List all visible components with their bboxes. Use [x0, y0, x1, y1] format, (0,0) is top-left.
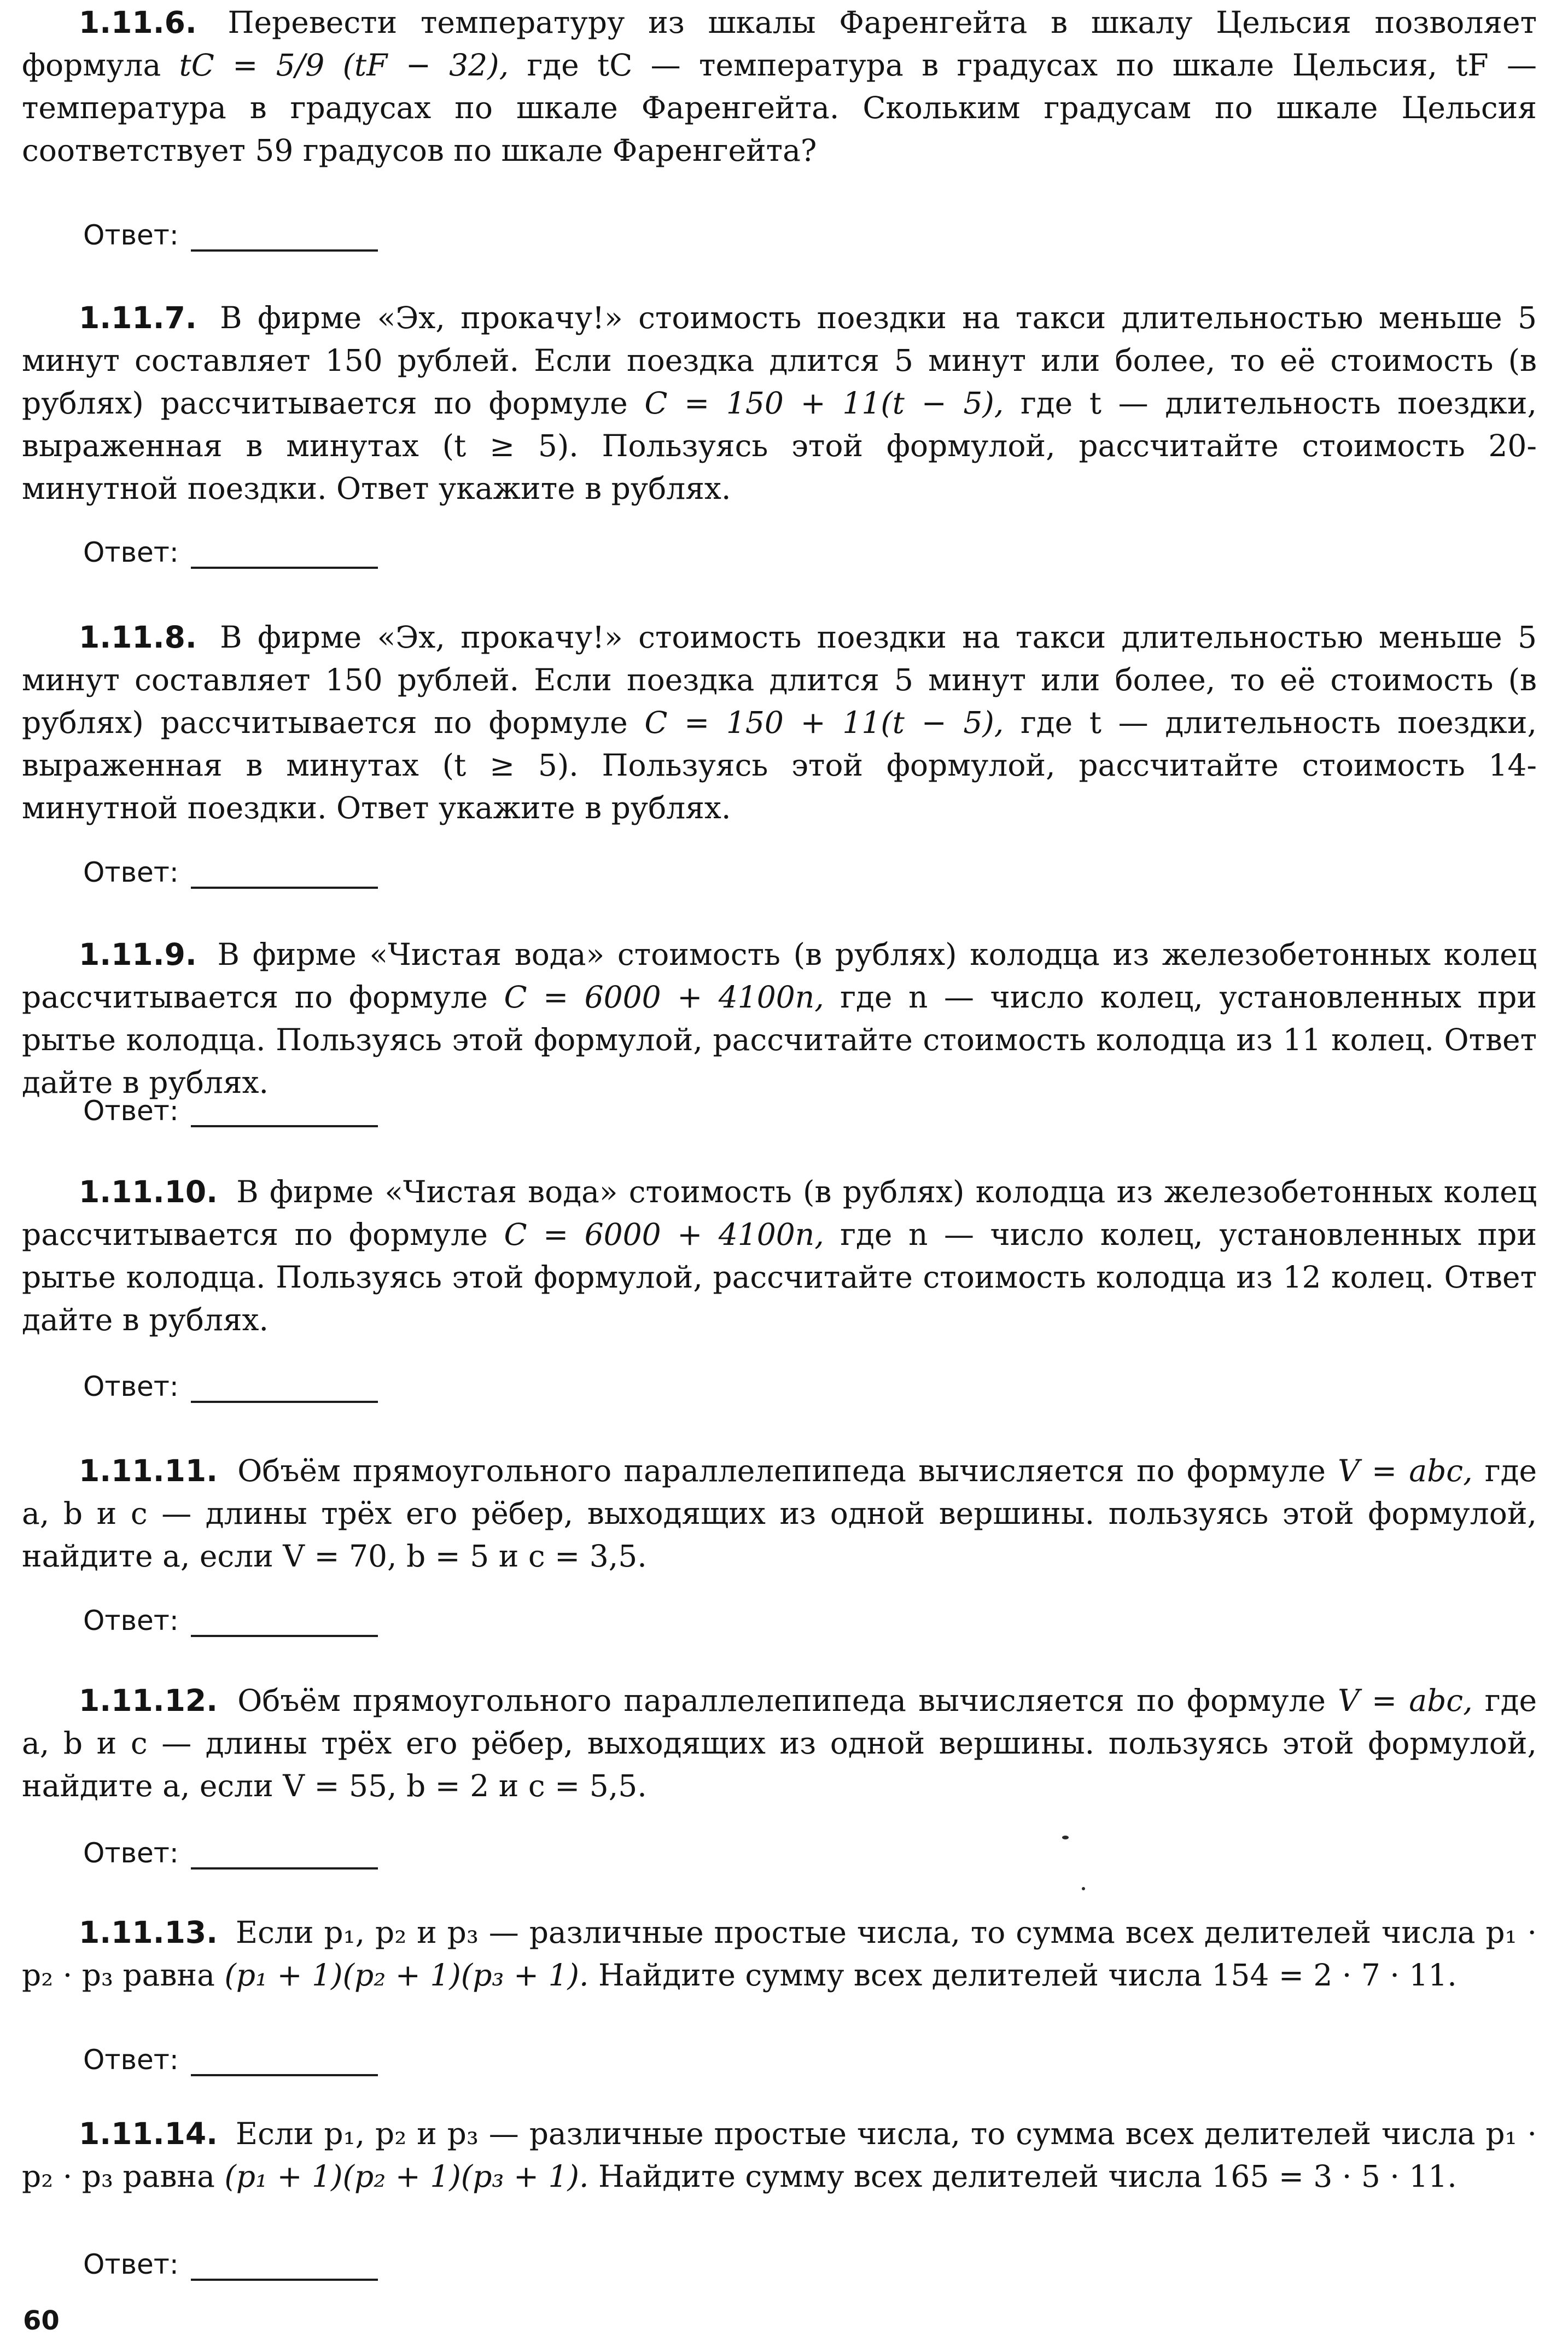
answer-label: Ответ: — [83, 2249, 179, 2280]
problem-formula: (p₁ + 1)(p₂ + 1)(p₃ + 1). — [224, 1958, 589, 1993]
problem-number: 1.11.9. — [79, 937, 197, 972]
answer-line[interactable] — [191, 225, 378, 252]
problem-text: В фирме «Чистая вода» стоимость (в рублях) колодца из железобетонных колец рассчитывается по формуле — [22, 1174, 1537, 1252]
answer-line[interactable] — [191, 1377, 378, 1403]
problem-formula: C = 6000 + 4100n, — [504, 1217, 824, 1252]
problem-text: В фирме «Эх, прокачу!» стоимость поездки на такси длительностью меньше 5 минут составляет 150 рублей. Если поездка длится 5 минут или более, то её стоимость (в рублях) рассчитывается по формуле — [22, 300, 1537, 421]
answer-label: Ответ: — [83, 2044, 179, 2076]
page-number: 60 — [23, 2305, 60, 2336]
problem-text: Если p₁, p₂ и p₃ — различные простые числа, то сумма всех делителей числа p₁ · p₂ · p₃ равна — [22, 1915, 1537, 1993]
problem-formula: C = 150 + 11(t − 5), — [644, 705, 1004, 740]
problem-number: 1.11.8. — [79, 620, 197, 655]
problem-1-11-11 — [22, 1449, 1537, 1577]
problem-formula: V = abc, — [1338, 1683, 1473, 1718]
answer-field[interactable] — [83, 856, 378, 889]
problem-text-after: Найдите сумму всех делителей числа 165 = 3 · 5 · 11. — [598, 2159, 1457, 2194]
problem-formula: V = abc, — [1338, 1453, 1473, 1488]
answer-label: Ответ: — [83, 1095, 179, 1127]
answer-label: Ответ: — [83, 1837, 179, 1869]
problem-1-11-12 — [22, 1679, 1537, 1807]
problem-text: Перевести температуру из шкалы Фаренгейта в шкалу Цельсия позволяет формула — [22, 5, 1537, 83]
problem-text: В фирме «Эх, прокачу!» стоимость поездки на такси длительностью меньше 5 минут составляет 150 рублей. Если поездка длится 5 минут или более, то её стоимость (в рублях) рассчитывается по формуле — [22, 620, 1537, 740]
scan-speck — [1062, 1836, 1069, 1839]
answer-field[interactable] — [83, 1837, 378, 1870]
answer-field[interactable] — [83, 1094, 378, 1127]
answer-field[interactable] — [83, 1604, 378, 1637]
answer-label: Ответ: — [83, 1605, 179, 1637]
problem-number: 1.11.10. — [79, 1174, 218, 1209]
problem-number: 1.11.7. — [79, 300, 197, 335]
problem-1-11-13 — [22, 1911, 1537, 1996]
scan-speck — [1082, 1887, 1085, 1890]
problem-1-11-7 — [22, 296, 1537, 510]
answer-field[interactable] — [83, 2043, 378, 2076]
problem-1-11-14 — [22, 2112, 1537, 2198]
problem-text: Если p₁, p₂ и p₃ — различные простые числа, то сумма всех делителей числа p₁ · p₂ · p₃ равна — [22, 2116, 1537, 2194]
answer-label: Ответ: — [83, 219, 179, 251]
problem-text-after: где a, b и c — длины трёх его рёбер, выходящих из одной вершины. пользуясь этой формулой, найдите a, если V = 70, b = 5 и c = 3,5. — [22, 1453, 1537, 1574]
answer-field[interactable] — [83, 1370, 378, 1403]
problem-text-after: Найдите сумму всех делителей числа 154 = 2 · 7 · 11. — [598, 1958, 1457, 1993]
answer-line[interactable] — [191, 1101, 378, 1127]
problem-text: Объём прямоугольного параллелепипеда вычисляется по формуле — [237, 1453, 1326, 1488]
problem-text: В фирме «Чистая вода» стоимость (в рублях) колодца из железобетонных колец рассчитывается по формуле — [22, 937, 1537, 1015]
answer-field[interactable] — [83, 219, 378, 252]
answer-line[interactable] — [191, 863, 378, 889]
problem-formula: C = 6000 + 4100n, — [504, 980, 824, 1015]
problem-text-after: где t — длительность поездки, выраженная в минутах (t ≥ 5). Пользуясь этой формулой, рассчитайте стоимость 14-минутной поездки. Ответ укажите в рублях. — [22, 705, 1537, 825]
problem-1-11-6 — [22, 1, 1537, 172]
problem-number: 1.11.13. — [79, 1915, 218, 1950]
problem-1-11-8 — [22, 616, 1537, 829]
problem-text-after: где a, b и c — длины трёх его рёбер, выходящих из одной вершины. пользуясь этой формулой, найдите a, если V = 55, b = 2 и c = 5,5. — [22, 1683, 1537, 1803]
answer-line[interactable] — [191, 2050, 378, 2076]
problem-number: 1.11.14. — [79, 2116, 218, 2151]
problem-formula: (p₁ + 1)(p₂ + 1)(p₃ + 1). — [224, 2159, 589, 2194]
answer-line[interactable] — [191, 2255, 378, 2281]
answer-field[interactable] — [83, 536, 378, 569]
problem-number: 1.11.11. — [79, 1453, 218, 1488]
problem-formula: tC = 5/9 (tF − 32), — [179, 48, 509, 83]
answer-line[interactable] — [191, 1611, 378, 1637]
problem-1-11-10 — [22, 1170, 1537, 1341]
problem-text: Объём прямоугольного параллелепипеда вычисляется по формуле — [237, 1683, 1326, 1718]
problem-text-after: где t — длительность поездки, выраженная в минутах (t ≥ 5). Пользуясь этой формулой, рассчитайте стоимость 20-минутной поездки. Ответ укажите в рублях. — [22, 386, 1537, 506]
problem-1-11-9 — [22, 933, 1537, 1104]
answer-label: Ответ: — [83, 1371, 179, 1402]
problem-text-after: где tC — температура в градусах по шкале Цельсия, tF — температура в градусах по шкале Фаренгейта. Скольким градусам по шкале Цельсия соответствует 59 градусов по шкале Фаренгейта? — [22, 48, 1537, 168]
answer-line[interactable] — [191, 1843, 378, 1870]
problem-number: 1.11.12. — [79, 1683, 218, 1718]
problem-text-after: где n — число колец, установленных при рытье колодца. Пользуясь этой формулой, рассчитайте стоимость колодца из 11 колец. Ответ дайте в рублях. — [22, 980, 1537, 1100]
problem-number: 1.11.6. — [79, 5, 197, 40]
answer-label: Ответ: — [83, 537, 179, 568]
answer-label: Ответ: — [83, 857, 179, 888]
answer-field[interactable] — [83, 2248, 378, 2281]
answer-line[interactable] — [191, 543, 378, 569]
problem-text-after: где n — число колец, установленных при рытье колодца. Пользуясь этой формулой, рассчитайте стоимость колодца из 12 колец. Ответ дайте в рублях. — [22, 1217, 1537, 1337]
problem-formula: C = 150 + 11(t − 5), — [644, 386, 1004, 421]
